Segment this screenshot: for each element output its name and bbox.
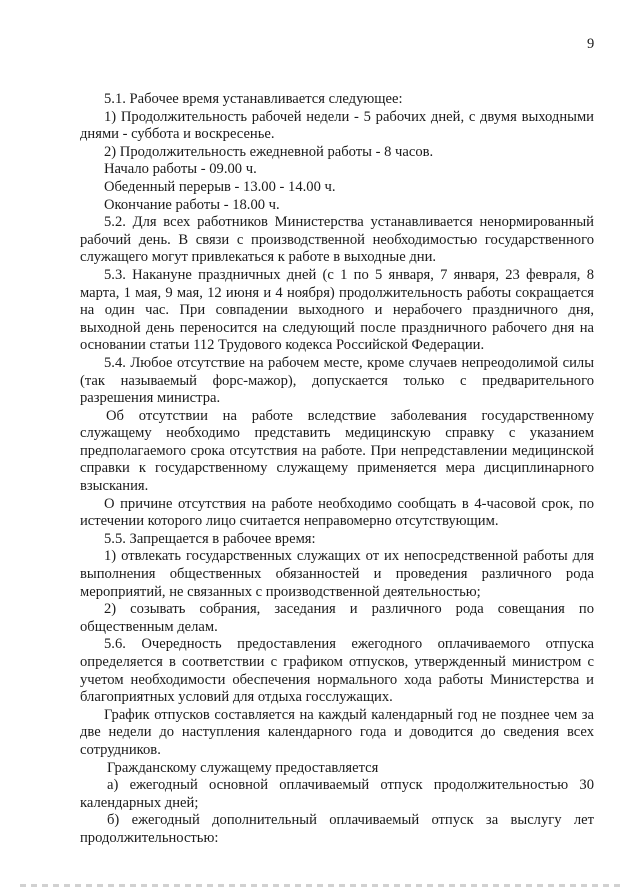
paragraph-5-4: 5.4. Любое отсутствие на рабочем месте, кроме случаев непреодолимой силы (так называемый форс-мажор), допускается только с предварительного разрешения министра. xyxy=(80,354,594,407)
paragraph-daily-hours: 2) Продолжительность ежедневной работы - 8 часов. xyxy=(104,143,434,160)
paragraph-prohibition-2: 2) созывать собрания, заседания и различного рода совещания по общественным делам. xyxy=(80,601,594,635)
paragraph-additional-leave: б) ежегодный дополнительный оплачиваемый отпуск за выслугу лет продолжительностью: xyxy=(80,812,594,846)
work-start-line: Начало работы - 09.00 ч. xyxy=(104,161,257,178)
document-body xyxy=(80,91,594,848)
paragraph-vacation-schedule: График отпусков составляется на каждый календарный год не позднее чем за две недели до наступления календарного года и доводится до сведения всех сотрудников. xyxy=(80,706,594,758)
paragraph-5-2: 5.2. Для всех работников Министерства устанавливается ненормированный рабочий день. В связи с производственной необходимостью государственного служащего могут привлекаться к работе в выходные дни. xyxy=(80,214,594,266)
scan-edge-artifact xyxy=(20,884,620,887)
paragraph-work-week: 1) Продолжительность рабочей недели - 5 рабочих дней, с двумя выходными днями - суббота и воскресенье. xyxy=(80,108,594,143)
paragraph-annual-leave: а) ежегодный основной оплачиваемый отпуск продолжительностью 30 календарных дней; xyxy=(80,777,594,811)
page-number: 9 xyxy=(587,36,595,52)
paragraph-sick-leave: Об отсутствии на работе вследствие заболевания государственному служащему необходимо представить медицинскую справку с указанием предполагаемого срока отсутствия на работе. При непредставлении медицинской справки к государственному служащему применяется мера дисциплинарного взыскания. xyxy=(80,407,594,495)
paragraph-absence-notice: О причине отсутствия на работе необходимо сообщать в 4-часовой срок, по истечении которого лицо считается неправомерно отсутствующим. xyxy=(80,495,594,530)
work-end-line: Окончание работы - 18.00 ч. xyxy=(104,196,280,213)
section-5-5-heading: 5.5. Запрещается в рабочее время: xyxy=(104,530,316,547)
paragraph-5-6: 5.6. Очередность предоставления ежегодного оплачиваемого отпуска определяется в соответствии с графиком отпусков, утвержденный министром с учетом необходимости обеспечения нормального хода работы Министерства и благоприятных условий для отдыха госслужащих. xyxy=(80,636,594,706)
paragraph-prohibition-1: 1) отвлекать государственных служащих от их непосредственной работы для выполнения общественных обязанностей и проведения различного рода мероприятий, не связанных с производственной деятельностью; xyxy=(80,548,594,600)
paragraph-civil-servant-entitlement: Гражданскому служащему предоставляется xyxy=(107,759,379,776)
section-5-1-heading: 5.1. Рабочее время устанавливается следующее: xyxy=(104,91,403,107)
paragraph-5-3: 5.3. Накануне праздничных дней (с 1 по 5 января, 7 января, 23 февраля, 8 марта, 1 мая, 9 мая, 12 июня и 4 ноября) продолжительность работы сокращается на один час. При совпадении выходного и нерабочего праздничного дня, выходной день переносится на следующий после праздничного рабочего дня на основании статьи 112 Трудового кодекса Российской Федерации. xyxy=(80,266,594,354)
lunch-break-line: Обеденный перерыв - 13.00 - 14.00 ч. xyxy=(104,178,336,195)
